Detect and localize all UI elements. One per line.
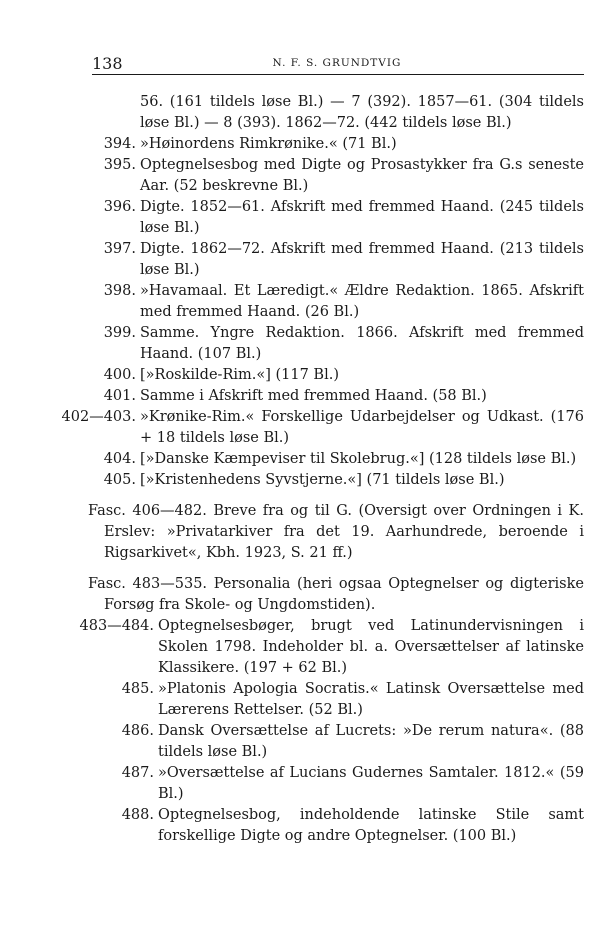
list-item: 405. [»Kristenhedens Syvstjerne.«] (71 tildels løse Bl.) [103,472,505,488]
fasc-paragraph: Fasc. 406—482. Breve fra og til G. (Oversigt over Ordningen i K. Erslev: »Privatarkiver fra det 19. Aarhundrede, beroende i Rigsarkivet«, Kbh. 1923, S. 21 ff.) [88,503,584,561]
continuation-text: 56. (161 tildels løse Bl.) — 7 (392). 1857—61. (304 tildels løse Bl.) — 8 (393). 1862—72. (442 tildels løse Bl.) [140,94,584,131]
list-item: 395. Optegnelsesbog med Digte og Prosastykker fra G.s seneste Aar. (52 beskrevne Bl.) [103,157,584,194]
list-item: 394. »Høinordens Rimkrønike.« (71 Bl.) [103,136,397,152]
list-item: 487. »Oversættelse af Lucians Gudernes Samtaler. 1812.« (59 Bl.) [121,765,584,802]
list-item: 398. »Havamaal. Et Læredigt.« Ældre Redaktion. 1865. Afskrift med fremmed Haand. (26 Bl.) [103,283,584,320]
list-item: 399. Samme. Yngre Redaktion. 1866. Afskrift med fremmed Haand. (107 Bl.) [103,325,584,362]
list-item: 401. Samme i Afskrift med fremmed Haand. (58 Bl.) [103,388,487,404]
list-item: 400. [»Roskilde-Rim.«] (117 Bl.) [103,367,339,383]
page-header [92,54,582,74]
list-item: 485. »Platonis Apologia Socratis.« Latinsk Oversættelse med Lærerens Rettelser. (52 Bl.) [121,681,584,718]
list-item: 404. [»Danske Kæmpeviser til Skolebrug.«] (128 tildels løse Bl.) [103,451,577,467]
running-head: N. F. S. GRUNDTVIG [272,57,402,69]
fasc-paragraph: Fasc. 483—535. Personalia (heri ogsaa Optegnelser og digteriske Forsøg fra Skole- og Ungdomstiden). [88,576,584,613]
list-item: 397. Digte. 1862—72. Afskrift med fremmed Haand. (213 tildels løse Bl.) [103,241,584,278]
page-body [61,92,584,847]
list-item: 488. Optegnelsesbog, indeholdende latinske Stile samt forskellige Digte og andre Optegnelser. (100 Bl.) [121,807,584,844]
list-item: 486. Dansk Oversættelse af Lucrets: »De rerum natura«. (88 tildels løse Bl.) [121,723,584,760]
list-item: 483—484. Optegnelsesbøger, brugt ved Latinundervisningen i Skolen 1798. Indeholder bl. a. Oversættelser af latinske Klassikere. (197 + 62 Bl.) [79,618,584,676]
list-item: 396. Digte. 1852—61. Afskrift med fremmed Haand. (245 tildels løse Bl.) [103,199,584,236]
list-item: 402—403. »Krønike-Rim.« Forskellige Udarbejdelser og Udkast. (176 + 18 tildels løse Bl.) [61,409,584,446]
header-rule [92,74,584,75]
page-number: 138 [92,54,123,73]
